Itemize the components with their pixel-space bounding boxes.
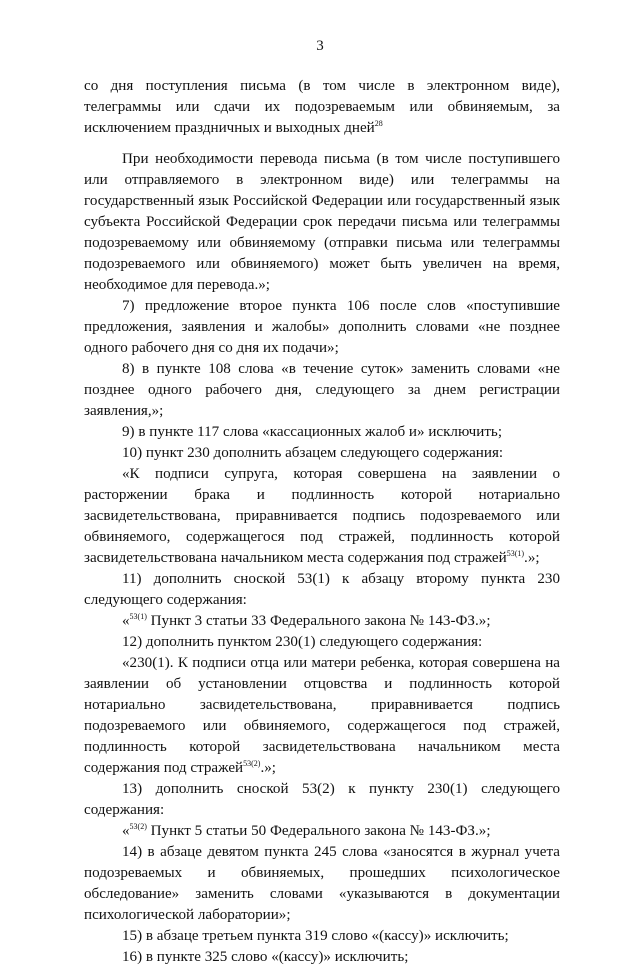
paragraph-footnote-53-2 bbox=[84, 821, 560, 842]
paragraph-item-16 bbox=[84, 947, 560, 968]
paragraph-quote-230-1 bbox=[84, 653, 560, 779]
paragraph-text: со дня поступления письма (в том числе в электронном виде), телеграммы или сдачи их подозреваемым или обвиняемым, за исключением праздничных и выходных дней bbox=[84, 78, 560, 136]
paragraph-text: 15) в абзаце третьем пункта 319 слово «(кассу)» исключить; bbox=[122, 928, 509, 944]
footnote-ref: 28 bbox=[374, 119, 383, 128]
paragraph-item-15 bbox=[84, 926, 560, 947]
paragraph-text: 12) дополнить пунктом 230(1) следующего содержания: bbox=[122, 634, 483, 650]
paragraph-tail: Пункт 5 статьи 50 Федерального закона № 143-ФЗ.»; bbox=[146, 823, 491, 839]
paragraph-text: 7) предложение второе пункта 106 после слов «поступившие предложения, заявления и жалобы» дополнить словами «не позднее одного рабочего дня со дня их подачи»; bbox=[84, 298, 560, 356]
footnote-ref: 53(1) bbox=[506, 549, 525, 558]
footnote-ref: 53(2) bbox=[129, 822, 147, 831]
paragraph-quote-spouse bbox=[84, 464, 560, 569]
footnote-ref: 53(1) bbox=[129, 612, 147, 621]
paragraph-text: «230(1). К подписи отца или матери ребенка, которая совершена на заявлении об установлении отцовства и подлинность которой нотариально засвидетельствована, приравнивается подпись подозреваемого или обвиняемого, содержащегося под стражей, подлинность которой засвидетельствована начальником места содержания под стражей bbox=[84, 655, 560, 776]
paragraph-item-7 bbox=[84, 296, 560, 359]
paragraph-translation bbox=[84, 149, 560, 296]
paragraph-item-9 bbox=[84, 422, 560, 443]
footnote-ref: 53(2) bbox=[243, 759, 261, 768]
paragraph-tail: .»; bbox=[260, 760, 276, 776]
paragraph-text: 9) в пункте 117 слова «кассационных жалоб и» исключить; bbox=[122, 424, 503, 440]
paragraph-text: 8) в пункте 108 слова «в течение суток» заменить словами «не позднее одного рабочего дня, следующего за днем регистрации заявления,»; bbox=[84, 361, 560, 419]
paragraph-text: 13) дополнить сноской 53(2) к пункту 230(1) следующего содержания: bbox=[84, 781, 560, 818]
paragraph-footnote-53-1 bbox=[84, 611, 560, 632]
paragraph-text: «К подписи супруга, которая совершена на заявлении о расторжении брака и подлинность которой нотариально засвидетельствована, приравнивается подпись подозреваемого или обвиняемого, содержащегося под стражей, подлинность которой засвидетельствована начальником места содержания под стражей bbox=[84, 466, 560, 566]
paragraph-item-8 bbox=[84, 359, 560, 422]
paragraph-item-14 bbox=[84, 842, 560, 926]
paragraph-item-11 bbox=[84, 569, 560, 611]
paragraph-item-13 bbox=[84, 779, 560, 821]
paragraph-text: 16) в пункте 325 слово «(кассу)» исключить; bbox=[122, 949, 409, 965]
paragraph-text: « bbox=[122, 823, 130, 839]
paragraph-text: 10) пункт 230 дополнить абзацем следующего содержания: bbox=[122, 445, 504, 461]
paragraph-tail: Пункт 3 статьи 33 Федерального закона № 143-ФЗ.»; bbox=[146, 613, 491, 629]
paragraph-continuation bbox=[84, 76, 560, 139]
paragraph-text: При необходимости перевода письма (в том числе поступившего или отправляемого в электронном виде) или телеграммы на государственный язык Российской Федерации или государственный язык субъекта Российской Федерации срок передачи письма или телеграммы подозреваемому или обвиняемому (отправки письма или телеграммы подозреваемого или обвиняемого) может быть увеличен на время, необходимое для перевода.»; bbox=[84, 151, 560, 293]
paragraph-text: 14) в абзаце девятом пункта 245 слова «заносятся в журнал учета подозреваемых и обвиняемых, прошедших психологическое обследование» заменить словами «указываются в документации психологической лаборатории»; bbox=[84, 844, 560, 923]
document-body bbox=[84, 76, 560, 968]
paragraph-text: « bbox=[122, 613, 130, 629]
paragraph-tail: .»; bbox=[524, 550, 540, 566]
paragraph-text: 11) дополнить сноской 53(1) к абзацу второму пункта 230 следующего содержания: bbox=[84, 571, 560, 608]
page-number: 3 bbox=[316, 38, 324, 54]
paragraph-item-12 bbox=[84, 632, 560, 653]
paragraph-item-10 bbox=[84, 443, 560, 464]
